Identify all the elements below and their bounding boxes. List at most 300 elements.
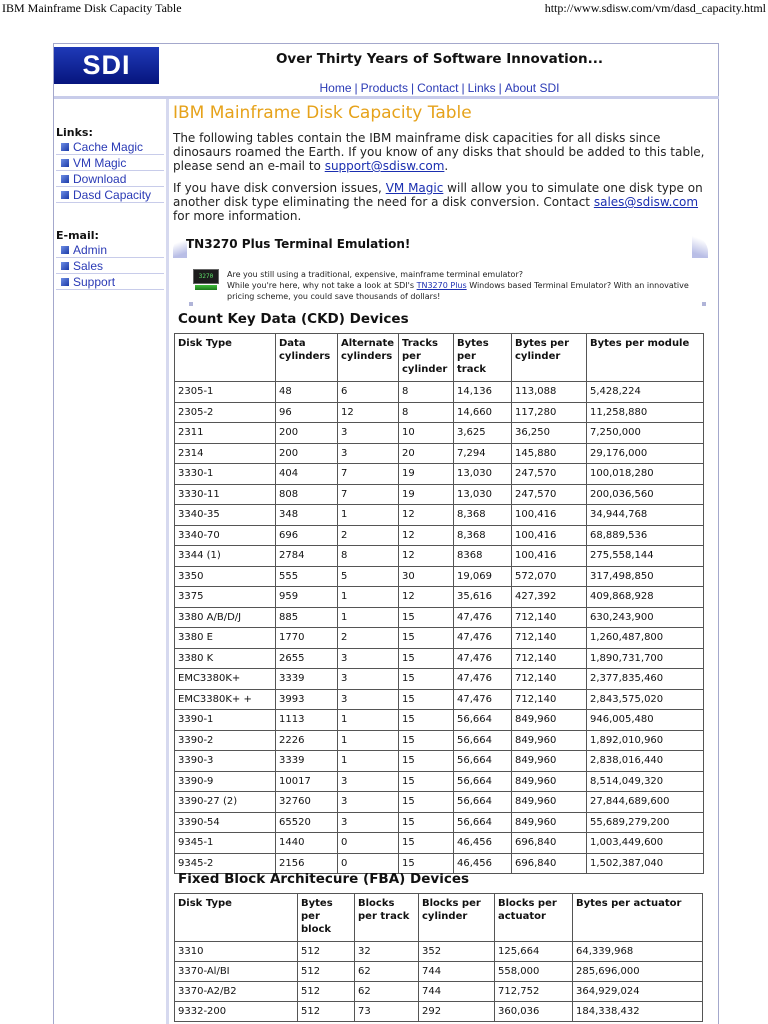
table-cell: 125,664 [495,942,573,962]
table-row [175,942,703,962]
sidebar-links-heading: Links: [56,126,93,139]
table-cell: 1 [338,751,399,772]
table-cell: 30 [399,566,454,587]
table-row [175,402,704,423]
table-cell: 12 [399,587,454,608]
table-cell: 100,416 [512,546,587,567]
intro-text: The following tables contain the IBM mainframe disk capacities for all disks since dinosaurs roamed the Earth. If you know of any disks that should be added to this table, please send an e-mail to [173,131,705,173]
table-cell: 27,844,689,600 [587,792,704,813]
sidebar-divider [166,99,169,1024]
table-cell: 200,036,560 [587,484,704,505]
table-cell: 0 [338,853,399,874]
sidebar-item-dasd-capacity[interactable] [56,187,164,203]
terminal-icon [193,269,219,291]
table-cell: 696,840 [512,833,587,854]
table-row [175,505,704,526]
table-cell: 8 [338,546,399,567]
table-cell: 113,088 [512,382,587,403]
table-row [175,566,704,587]
table-cell: 3 [338,648,399,669]
table-cell: 1 [338,505,399,526]
table-cell: 62 [355,962,419,982]
terminal-base [195,285,217,290]
table-cell: 1,003,449,600 [587,833,704,854]
bullet-icon [61,246,69,254]
fba-column-header: Bytes per block [298,894,355,942]
table-cell: EMC3380K+ [175,669,276,690]
table-cell: 6 [338,382,399,403]
table-cell: 3344 (1) [175,546,276,567]
print-header [0,0,768,16]
nav-link-home[interactable]: Home [319,81,352,95]
table-cell: 1,892,010,960 [587,730,704,751]
table-cell: 1,890,731,700 [587,648,704,669]
table-cell: 56,664 [454,812,512,833]
table-cell: 2,838,016,440 [587,751,704,772]
table-cell: 3339 [276,751,338,772]
table-cell: 712,140 [512,628,587,649]
table-cell: 1,502,387,040 [587,853,704,874]
sidebar-item-label: Download [73,171,127,186]
table-cell: 32760 [276,792,338,813]
table-cell: 3390-1 [175,710,276,731]
nav-separator: | [411,81,415,95]
table-cell: 3330-1 [175,464,276,485]
ckd-column-header: Bytes per cylinder [512,334,587,382]
table-cell: 2 [338,628,399,649]
table-cell: 630,243,900 [587,607,704,628]
nav-separator: | [354,81,358,95]
ckd-table [174,333,704,874]
table-cell: 5 [338,566,399,587]
sidebar [56,126,164,290]
table-cell: 247,570 [512,484,587,505]
table-cell: 62 [355,982,419,1002]
top-nav [160,81,719,95]
table-cell: 12 [399,546,454,567]
table-cell: 8368 [454,546,512,567]
table-cell: 558,000 [495,962,573,982]
table-cell: 2156 [276,853,338,874]
table-cell: 7 [338,464,399,485]
ckd-column-header: Bytes per module [587,334,704,382]
table-cell: 5,428,224 [587,382,704,403]
table-cell: 145,880 [512,443,587,464]
table-cell: 48 [276,382,338,403]
sidebar-item-label: Dasd Capacity [73,187,152,202]
promo-corner [189,302,193,306]
table-cell: 3 [338,689,399,710]
table-cell: 2,843,575,020 [587,689,704,710]
nav-separator: | [498,81,502,95]
table-cell: 15 [399,812,454,833]
ckd-header-row [175,334,704,382]
table-cell: 13,030 [454,464,512,485]
table-cell: 35,616 [454,587,512,608]
table-cell: 3390-3 [175,751,276,772]
table-cell: 56,664 [454,751,512,772]
table-cell: 184,338,432 [573,1002,703,1022]
table-row [175,628,704,649]
table-cell: 8,368 [454,505,512,526]
sidebar-email-heading: E-mail: [56,229,99,242]
table-cell: 712,140 [512,648,587,669]
sdi-logo[interactable]: SDI [54,47,159,84]
table-cell: 285,696,000 [573,962,703,982]
sidebar-item-support[interactable] [56,274,164,290]
table-cell: 808 [276,484,338,505]
fba-body [175,942,703,1022]
table-cell: 47,476 [454,607,512,628]
table-cell: 2305-1 [175,382,276,403]
table-cell: 56,664 [454,710,512,731]
table-cell: 47,476 [454,628,512,649]
table-cell: 3390-54 [175,812,276,833]
sidebar-item-vm-magic[interactable] [56,155,164,171]
table-cell: 512 [298,942,355,962]
table-row [175,669,704,690]
table-row [175,587,704,608]
table-cell: 7,250,000 [587,423,704,444]
table-cell: 100,018,280 [587,464,704,485]
nav-separator: | [461,81,465,95]
table-cell: 56,664 [454,771,512,792]
table-cell: 3390-27 (2) [175,792,276,813]
bullet-icon [61,143,69,151]
table-row [175,423,704,444]
table-cell: EMC3380K+ + [175,689,276,710]
nav-link-products[interactable]: Products [360,81,409,95]
table-cell: 2226 [276,730,338,751]
table-cell: 20 [399,443,454,464]
intro-end: . [444,159,449,173]
table-cell: 1440 [276,833,338,854]
sidebar-item-admin[interactable] [56,242,164,258]
table-cell: 100,416 [512,525,587,546]
table-cell: 2314 [175,443,276,464]
table-cell: 3390-2 [175,730,276,751]
ckd-column-header: Tracks per cylinder [399,334,454,382]
table-cell: 1 [338,607,399,628]
table-row [175,464,704,485]
tn3270-plus-link[interactable]: TN3270 Plus [416,281,467,290]
table-cell: 56,664 [454,730,512,751]
table-cell: 712,140 [512,689,587,710]
table-cell: 3 [338,669,399,690]
table-cell: 3370-Al/BI [175,962,298,982]
table-cell: 885 [276,607,338,628]
table-cell: 946,005,480 [587,710,704,731]
table-cell: 512 [298,982,355,1002]
table-cell: 64,339,968 [573,942,703,962]
table-row [175,730,704,751]
table-cell: 12 [338,402,399,423]
ckd-heading: Count Key Data (CKD) Devices [178,311,409,327]
table-cell: 15 [399,792,454,813]
table-cell: 3 [338,443,399,464]
page-title: IBM Mainframe Disk Capacity Table [173,103,472,123]
table-cell: 8 [399,382,454,403]
table-cell: 352 [419,942,495,962]
table-cell: 47,476 [454,669,512,690]
print-header-title: IBM Mainframe Disk Capacity Table [2,1,182,15]
sidebar-item-sales[interactable] [56,258,164,274]
conversion-post: for more information. [173,209,302,223]
table-cell: 65520 [276,812,338,833]
table-cell: 2,377,835,460 [587,669,704,690]
table-cell: 0 [338,833,399,854]
conversion-paragraph [173,181,713,223]
table-cell: 512 [298,962,355,982]
sidebar-item-cache-magic[interactable] [56,139,164,155]
table-cell: 200 [276,423,338,444]
table-cell: 47,476 [454,648,512,669]
table-cell: 10 [399,423,454,444]
table-row [175,751,704,772]
table-row [175,484,704,505]
table-cell: 3 [338,423,399,444]
table-cell: 7,294 [454,443,512,464]
table-cell: 317,498,850 [587,566,704,587]
table-cell: 29,176,000 [587,443,704,464]
table-cell: 348 [276,505,338,526]
table-row [175,443,704,464]
table-cell: 555 [276,566,338,587]
bullet-icon [61,159,69,167]
table-cell: 15 [399,771,454,792]
table-cell: 404 [276,464,338,485]
fba-heading: Fixed Block Architecure (FBA) Devices [178,871,470,887]
table-cell: 3375 [175,587,276,608]
promo-line-2-post: Windows based Terminal Emulator? With an innovative pricing scheme, you could save thousands of dollars! [227,281,689,301]
bullet-icon [61,278,69,286]
table-cell: 8,368 [454,525,512,546]
table-cell: 15 [399,628,454,649]
table-cell: 15 [399,833,454,854]
table-cell: 849,960 [512,792,587,813]
table-cell: 47,476 [454,689,512,710]
promo-line-2 [227,280,707,302]
table-cell: 3370-A2/B2 [175,982,298,1002]
table-cell: 712,752 [495,982,573,1002]
table-cell: 3 [338,771,399,792]
table-cell: 2305-2 [175,402,276,423]
table-cell: 3380 K [175,648,276,669]
fba-column-header: Blocks per actuator [495,894,573,942]
table-cell: 68,889,536 [587,525,704,546]
table-cell: 3380 E [175,628,276,649]
table-cell: 14,136 [454,382,512,403]
table-cell: 1 [338,587,399,608]
fba-header-row [175,894,703,942]
table-cell: 849,960 [512,812,587,833]
table-row [175,792,704,813]
table-cell: 512 [298,1002,355,1022]
table-cell: 9345-2 [175,853,276,874]
table-row [175,689,704,710]
table-cell: 19 [399,484,454,505]
table-cell: 744 [419,982,495,1002]
table-cell: 15 [399,648,454,669]
ckd-column-header: Bytes per track [454,334,512,382]
table-cell: 696,840 [512,853,587,874]
bullet-icon [61,262,69,270]
table-cell: 3340-35 [175,505,276,526]
table-cell: 34,944,768 [587,505,704,526]
table-cell: 1 [338,710,399,731]
bullet-icon [61,175,69,183]
vm-magic-link[interactable]: VM Magic [385,181,444,195]
fba-column-header: Blocks per cylinder [419,894,495,942]
table-cell: 3993 [276,689,338,710]
ckd-column-header: Disk Type [175,334,276,382]
table-row [175,648,704,669]
table-row [175,771,704,792]
table-cell: 14,660 [454,402,512,423]
table-cell: 12 [399,505,454,526]
table-cell: 3 [338,792,399,813]
promo-line-1: Are you still using a traditional, expensive, mainframe terminal emulator? [227,270,523,279]
promo-text [227,269,707,302]
table-cell: 849,960 [512,751,587,772]
table-cell: 275,558,144 [587,546,704,567]
table-cell: 15 [399,710,454,731]
table-cell: 15 [399,730,454,751]
table-cell: 959 [276,587,338,608]
table-cell: 3390-9 [175,771,276,792]
table-cell: 7 [338,484,399,505]
table-cell: 1 [338,730,399,751]
table-cell: 849,960 [512,730,587,751]
table-cell: 247,570 [512,464,587,485]
ckd-column-header: Alternate cylinders [338,334,399,382]
support-email-link[interactable]: support@sdisw.com [324,159,445,173]
sidebar-item-label: Sales [73,258,104,273]
table-cell: 409,868,928 [587,587,704,608]
table-cell: 849,960 [512,710,587,731]
table-cell: 712,140 [512,669,587,690]
fba-table [174,893,703,1022]
main-content [173,101,713,223]
nav-link-about[interactable]: About SDI [504,81,560,95]
table-cell: 364,929,024 [573,982,703,1002]
promo-corner [702,302,706,306]
table-cell: 15 [399,669,454,690]
table-cell: 200 [276,443,338,464]
table-cell: 19 [399,464,454,485]
table-cell: 10017 [276,771,338,792]
table-cell: 696 [276,525,338,546]
table-cell: 117,280 [512,402,587,423]
table-cell: 12 [399,525,454,546]
table-cell: 2784 [276,546,338,567]
table-cell: 96 [276,402,338,423]
table-cell: 2655 [276,648,338,669]
table-cell: 292 [419,1002,495,1022]
terminal-screen: 3270 [193,269,219,284]
nav-link-contact[interactable]: Contact [417,81,459,95]
table-cell: 427,392 [512,587,587,608]
table-cell: 3,625 [454,423,512,444]
table-cell: 1113 [276,710,338,731]
table-row [175,607,704,628]
table-cell: 2311 [175,423,276,444]
table-cell: 3339 [276,669,338,690]
sidebar-item-label: Cache Magic [73,139,144,154]
table-cell: 46,456 [454,853,512,874]
ckd-column-header: Data cylinders [276,334,338,382]
table-cell: 3310 [175,942,298,962]
conversion-pre: If you have disk conversion issues, [173,181,382,195]
table-cell: 3380 A/B/D/J [175,607,276,628]
sidebar-item-download[interactable] [56,171,164,187]
table-cell: 3350 [175,566,276,587]
table-cell: 13,030 [454,484,512,505]
fba-column-header: Bytes per actuator [573,894,703,942]
table-row [175,525,704,546]
promo-line-2-pre: While you're here, why not take a look at SDI's [227,281,415,290]
nav-link-links[interactable]: Links [467,81,496,95]
table-cell: 3330-11 [175,484,276,505]
print-header-url: http://www.sdisw.com/vm/dasd_capacity.html [544,1,766,15]
table-row [175,1002,703,1022]
table-cell: 55,689,279,200 [587,812,704,833]
table-cell: 15 [399,689,454,710]
tn3270-promo [173,232,708,308]
table-cell: 15 [399,607,454,628]
sales-email-link[interactable]: sales@sdisw.com [593,195,699,209]
table-cell: 32 [355,942,419,962]
table-cell: 1770 [276,628,338,649]
table-cell: 9332-200 [175,1002,298,1022]
tagline: Over Thirty Years of Software Innovation... [275,51,604,67]
ckd-body [175,382,704,874]
table-row [175,710,704,731]
table-cell: 11,258,880 [587,402,704,423]
fba-column-header: Disk Type [175,894,298,942]
table-cell: 3340-70 [175,525,276,546]
table-cell: 3 [338,812,399,833]
sidebar-item-label: Support [73,274,116,289]
table-row [175,546,704,567]
table-cell: 73 [355,1002,419,1022]
promo-corner [173,236,187,258]
table-cell: 36,250 [512,423,587,444]
table-cell: 2 [338,525,399,546]
conversion-mid: will allow you to simulate one disk type on another disk type eliminating the need for a disk conversion. Contact [173,181,703,209]
table-row [175,382,704,403]
table-row [175,962,703,982]
table-cell: 572,070 [512,566,587,587]
nav-divider [54,96,719,99]
table-cell: 15 [399,853,454,874]
table-cell: 360,036 [495,1002,573,1022]
table-cell: 8,514,049,320 [587,771,704,792]
table-cell: 9345-1 [175,833,276,854]
table-cell: 712,140 [512,607,587,628]
table-cell: 1,260,487,800 [587,628,704,649]
table-row [175,833,704,854]
table-cell: 849,960 [512,771,587,792]
sidebar-item-label: Admin [73,242,108,257]
promo-title: TN3270 Plus Terminal Emulation! [186,237,411,251]
table-row [175,982,703,1002]
promo-corner [692,236,708,258]
sidebar-item-label: VM Magic [73,155,127,170]
table-cell: 56,664 [454,792,512,813]
table-row [175,812,704,833]
table-cell: 19,069 [454,566,512,587]
